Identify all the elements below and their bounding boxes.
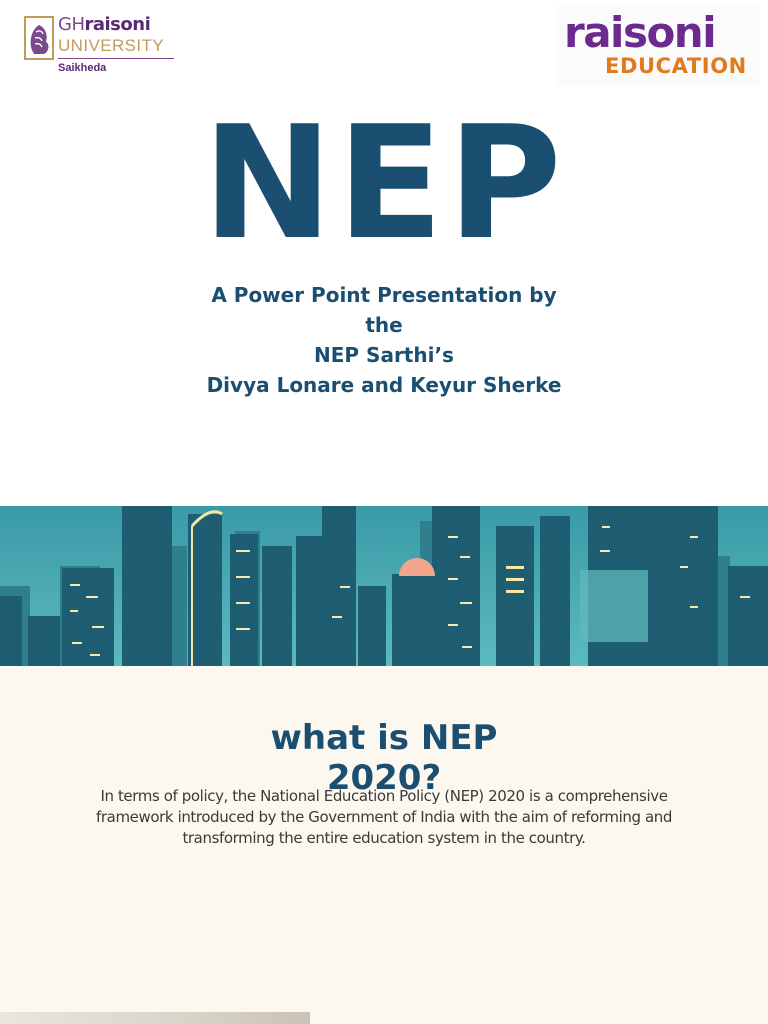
subtitle-line: A Power Point Presentation by (211, 283, 557, 307)
slide-title-page (0, 0, 768, 506)
city-skyline-banner (0, 506, 768, 666)
logo-education-text: EDUCATION (605, 54, 747, 78)
next-slide-edge (0, 1012, 310, 1024)
body-line: framework introduced by the Government of India with the aim of reforming and (96, 808, 672, 826)
logo-brand-text: GHraisoni (58, 14, 151, 35)
subtitle-line: the (365, 313, 403, 337)
body-line: transforming the entire education system in the country. (182, 829, 586, 847)
title-line: what is NEP (270, 718, 498, 758)
subtitle-line: NEP Sarthi’s (314, 343, 454, 367)
slide-what-is-nep (0, 506, 768, 1024)
slide-main-title: NEP (202, 92, 566, 274)
title-line: 2020? (326, 758, 442, 798)
subtitle-line: Divya Lonare and Keyur Sherke (206, 373, 562, 397)
lion-crest-icon (24, 16, 54, 60)
gh-raisoni-university-logo (22, 14, 182, 80)
logo-location-text: Saikheda (58, 62, 107, 74)
logo-raisoni-text: raisoni (564, 8, 716, 57)
slide-subtitle (184, 280, 584, 400)
logo-divider (58, 58, 174, 59)
logo-university-text: UNIVERSITY (58, 36, 165, 55)
slide-body-text (86, 786, 682, 849)
raisoni-education-logo (556, 6, 760, 86)
body-line: In terms of policy, the National Education Policy (NEP) 2020 is a comprehensive (100, 787, 668, 805)
